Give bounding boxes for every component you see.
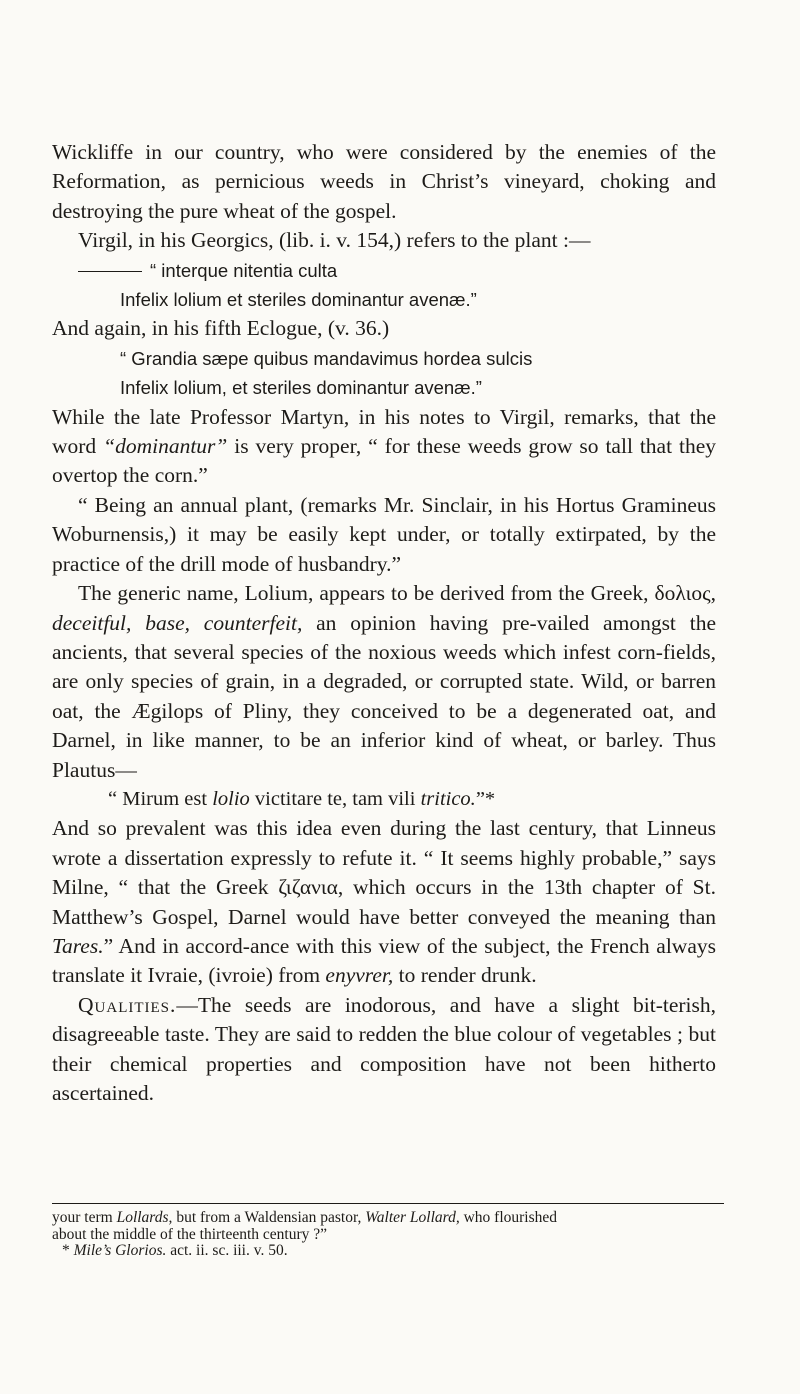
plautus-open: “ Mirum est (108, 787, 213, 810)
footnote-line-3 (62, 1243, 724, 1260)
generic-text-1: The generic name, Lolium, appears to be derived from the Greek, (78, 581, 655, 606)
body-text (52, 138, 716, 1108)
generic-italic: deceitful, base, counterfeit, (52, 610, 303, 635)
paragraph-generic-name (52, 579, 716, 785)
footnote-lollards: Lollards, (116, 1209, 173, 1226)
verse-line-2: Infelix lolium et steriles dominantur avenæ.” (120, 289, 477, 311)
linneus-text-4: to render drunk. (393, 963, 537, 988)
verse-line-1 (78, 256, 716, 285)
martyn-dominantur: “dominantur” (103, 434, 228, 459)
plautus-tritico: tritico. (420, 787, 476, 810)
verse-line-4: Infelix lolium, et steriles dominantur avenæ.” (120, 377, 482, 399)
qualities-heading: Qualities. (78, 992, 177, 1017)
paragraph-qualities (52, 991, 716, 1109)
martyn-text-1: While the late Professor Martyn, in his notes to Virgil, remarks, that the word (52, 404, 716, 459)
verse-line-3: “ Grandia sæpe quibus mandavimus hordea sulcis (120, 347, 533, 369)
footnote-star: * (62, 1242, 74, 1259)
footnote-text-b: but from a Waldensian pastor, (172, 1209, 366, 1226)
paragraph-virgil-georgics: Virgil, in his Georgics, (lib. i. v. 154,) refers to the plant :— (78, 228, 591, 253)
plautus-quote (108, 785, 716, 814)
qualities-text: —The seeds are inodorous, and have a slight bit-terish, disagreeable taste. They are said to redden the blue colour of vegetables ; but their chemical properties and composition have not been hitherto ascertained. (52, 992, 716, 1105)
footnote-text-c: who flourished (459, 1209, 558, 1226)
plautus-lolio: lolio (212, 787, 250, 810)
paragraph-eclogue: And again, in his fifth Eclogue, (v. 36.) (52, 316, 390, 341)
linneus-text-1: And so prevalent was this idea even during the last century, that Linneus wrote a dissertation expressly to refute it. “ It seems highly probable,” says Milne, “ that the Greek (52, 816, 716, 900)
generic-text-2: an opinion having pre-vailed amongst the ancients, that several species of the noxious weeds which infest corn-fields, are only species of grain, in a degraded, or corrupted state. Wild, or barren oat, the Ægilops of Pliny, they conceived to be a degenerated oat, and Darnel, in like manner, to be an inferior kind of wheat, or barley. Thus Plautus— (52, 610, 716, 782)
greek-zizania: ζιζανια, (278, 875, 344, 900)
footnote-line-2: about the middle of the thirteenth century ?” (52, 1225, 328, 1243)
footnote-citation: act. ii. sc. iii. v. 50. (166, 1242, 288, 1259)
footnote-miles-glorios: Mile’s Glorios. (73, 1242, 167, 1259)
em-dash-rule (78, 271, 142, 272)
footnotes (52, 1203, 724, 1260)
footnote-text-a: your term (52, 1209, 117, 1226)
paragraph-wickliffe: Wickliffe in our country, who were considered by the enemies of the Reformation, as pernicious weeds in Christ’s vineyard, choking and destroying the pure wheat of the gospel. (52, 140, 716, 223)
plautus-close: ”* (475, 787, 496, 810)
footnote-walter-lollard: Walter Lollard, (365, 1209, 460, 1226)
linneus-text-2: which occurs in the 13th chapter of St. Matthew’s Gospel, Darnel would have better conveyed the meaning than (52, 875, 716, 929)
linneus-enyvrer: enyvrer, (325, 963, 394, 988)
linneus-tares: Tares. (52, 933, 104, 958)
paragraph-linneus (52, 814, 716, 990)
paragraph-sinclair: “ Being an annual plant, (remarks Mr. Sinclair, in his Hortus Gramineus Woburnensis,) it may be easily kept under, or totally extirpated, by the practice of the drill mode of husbandry.” (52, 492, 716, 576)
greek-dolios: δολιος, (654, 581, 716, 606)
verse-text-1: “ interque nitentia culta (150, 259, 338, 281)
linneus-text-3: ” And in accord-ance with this view of the subject, the French always translate it Ivraie, (ivroie) from (52, 933, 716, 988)
paragraph-martyn (52, 403, 716, 491)
plautus-middle: victitare te, tam vili (249, 787, 421, 810)
martyn-text-2: is very proper, “ for these weeds grow so tall that they overtop the corn.” (52, 434, 717, 488)
footnote-line-1 (52, 1210, 724, 1227)
